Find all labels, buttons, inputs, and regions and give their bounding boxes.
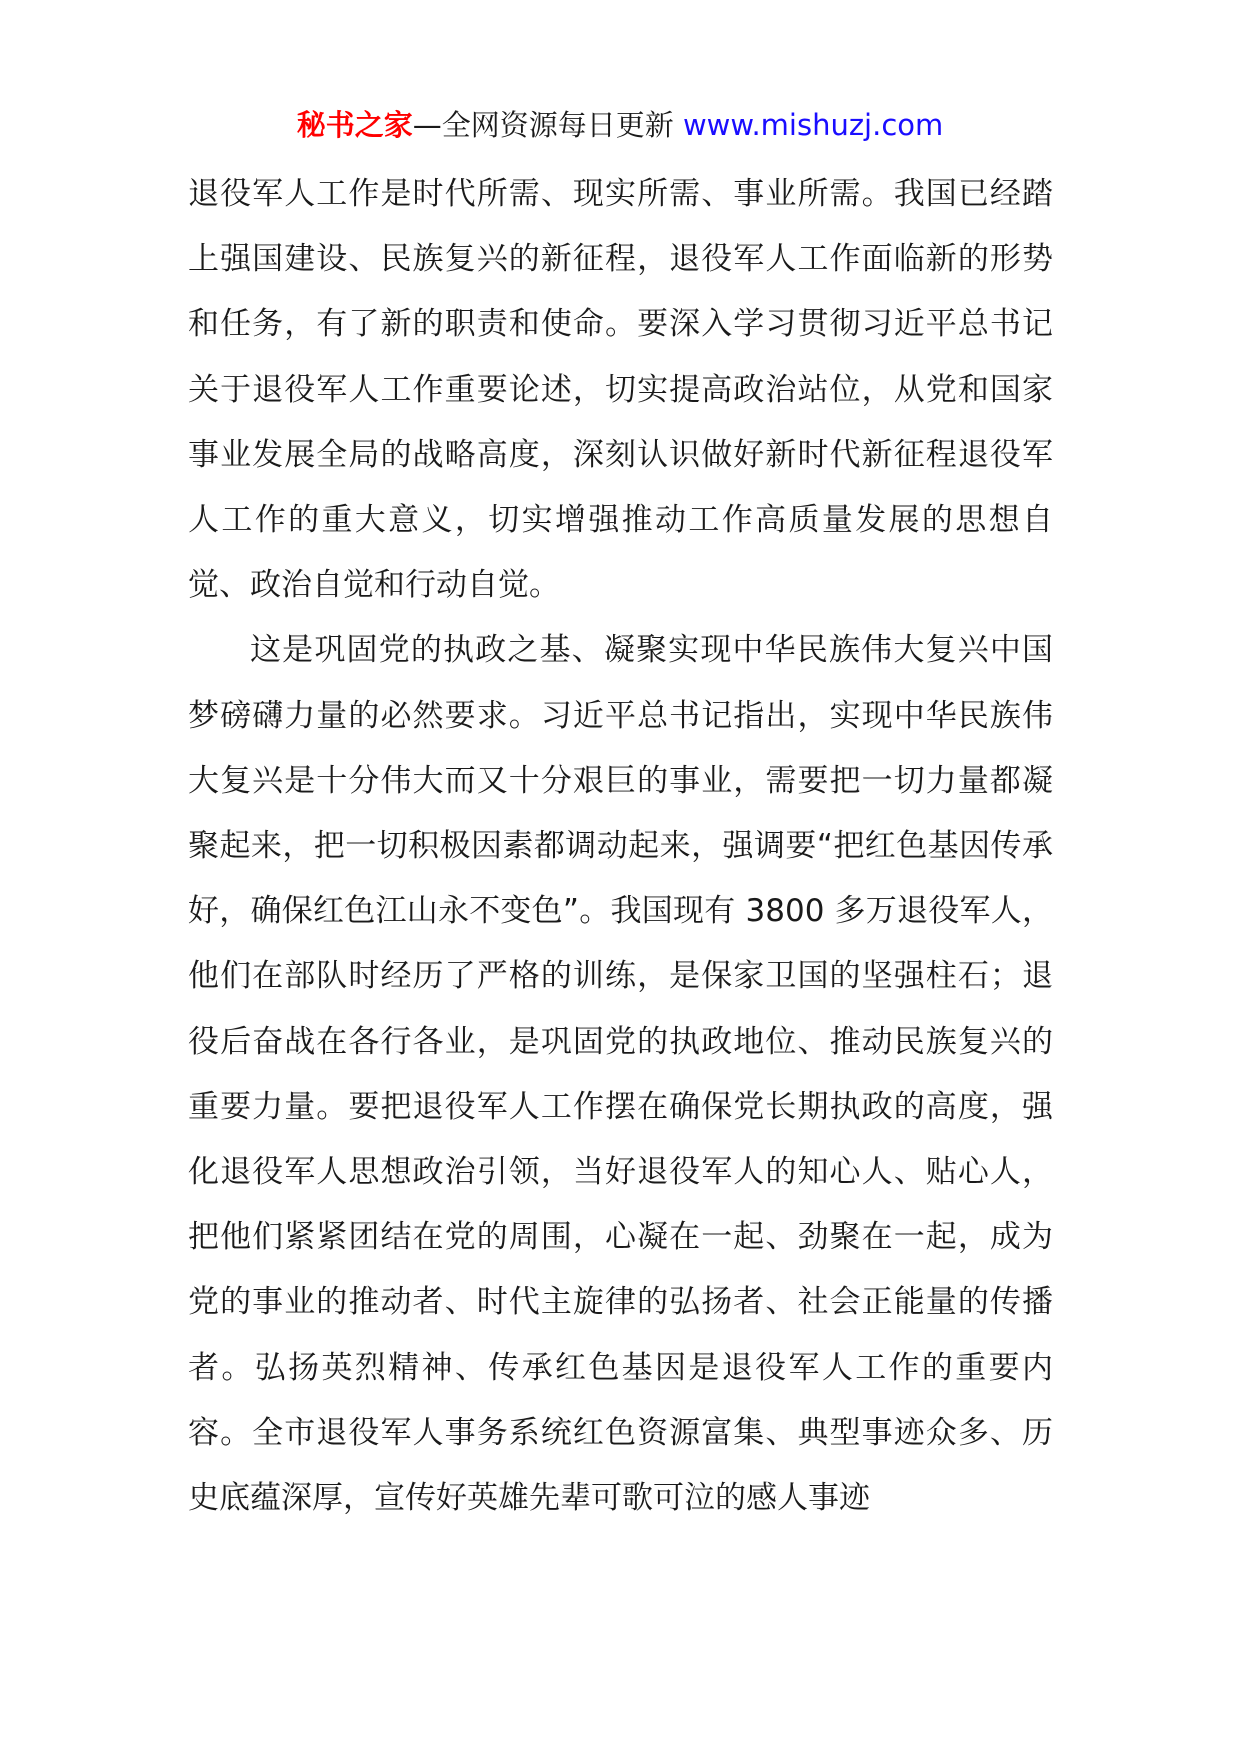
paragraph-1: 退役军人工作是时代所需、现实所需、事业所需。我国已经踏上强国建设、民族复兴的新征程，退役军人工作面临新的形势和任务，有了新的职责和使命。要深入学习贯彻习近平总书记关于退役军人工作重要论述，切实提高政治站位，从党和国家事业发展全局的战略高度，深刻认识做好新时代新征程退役军人工作的重大意义，切实增强推动工作高质量发展的思想自觉、政治自觉和行动自觉。	[188, 176, 1053, 604]
document-body	[188, 162, 1053, 1531]
site-url-link[interactable]: www.mishuzj.com	[682, 108, 944, 142]
site-header	[0, 103, 1240, 147]
paragraph-2: 这是巩固党的执政之基、凝聚实现中华民族伟大复兴中国梦磅礴力量的必然要求。习近平总书记指出，实现中华民族伟大复兴是十分伟大而又十分艰巨的事业，需要把一切力量都凝聚起来，把一切积极因素都调动起来，强调要“把红色基因传承好，确保红色江山永不变色”。我国现有 3800 多万退役军人，他们在部队时经历了严格的训练，是保家卫国的坚强柱石；退役后奋战在各行各业，是巩固党的执政地位、推动民族复兴的重要力量。要把退役军人工作摆在确保党长期执政的高度，强化退役军人思想政治引领，当好退役军人的知心人、贴心人，把他们紧紧团结在党的周围，心凝在一起、劲聚在一起，成为党的事业的推动者、时代主旋律的弘扬者、社会正能量的传播者。弘扬英烈精神、传承红色基因是退役军人工作的重要内容。全市退役军人事务系统红色资源富集、典型事迹众多、历史底蕴深厚，宣传好英雄先辈可歌可泣的感人事迹	[188, 632, 1053, 1517]
site-brand: 秘书之家	[296, 108, 413, 142]
site-tagline: —全网资源每日更新	[412, 108, 674, 142]
